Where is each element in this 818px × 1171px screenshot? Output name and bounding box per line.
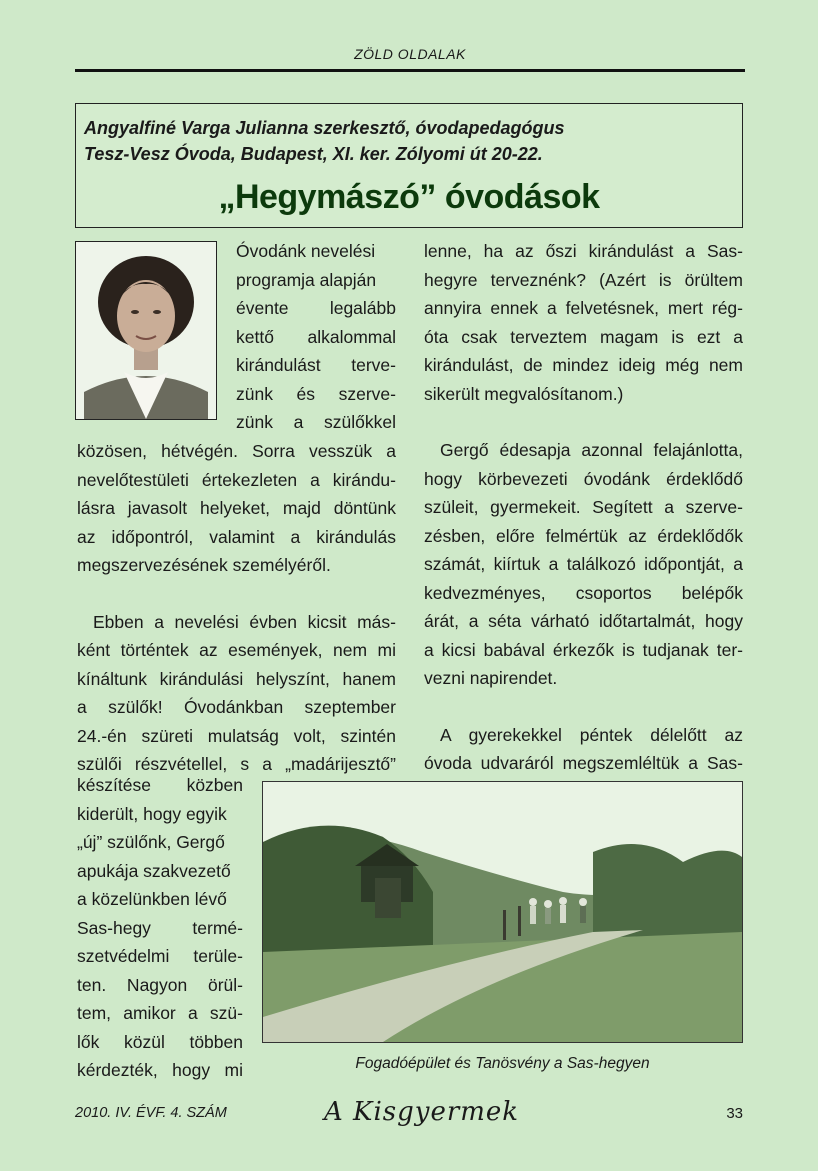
text-line: tem, amikor a szü- (77, 1003, 243, 1023)
text-line: Óvodánk nevelési (236, 241, 376, 261)
text-line: hegyre terveznénk? (Azért is örültem (424, 269, 743, 290)
portrait-image (76, 242, 216, 419)
text-line: zünk a szülőkkel (236, 412, 396, 432)
text-line: Gergő édesapja azonnal felajánlotta, (440, 440, 743, 460)
text-line: kínáltunk kirándulási helyszínt, hanem (77, 668, 396, 689)
text-line: programja alapján (236, 269, 377, 290)
text-line: szetvédelmi terüle- (77, 946, 243, 966)
author-block (84, 115, 564, 167)
left-column-wrap-bottom (77, 771, 243, 1085)
left-column-wrap-top (236, 237, 396, 437)
text-line: kedvezményes, csoportos belépők (424, 582, 743, 603)
text-line: ként történtek az események, nem mi (77, 640, 396, 660)
text-line: közösen, hétvégén. Sorra vesszük a (77, 441, 396, 461)
text-line: árát, a séta várható időtartalmát, hogy (424, 611, 743, 631)
text-line: készítése közben (77, 775, 243, 795)
text-line: annyira ennek a felvetésnek, mert rég- (424, 298, 743, 318)
author-line-1: Angyalfiné Varga Julianna szerkesztő, óvodapedagógus (84, 118, 565, 138)
author-portrait (75, 241, 217, 420)
text-line: lők közül többen (77, 1031, 243, 1052)
text-line: apukája szakvezető (77, 860, 231, 881)
text-line: Sas-hegy termé- (77, 917, 243, 938)
text-line: évente legalább (236, 298, 396, 318)
text-line: óvoda udvaráról megszemléltük a Sas- (424, 753, 743, 773)
text-line: óta csak terveztem magam is ezt a (424, 326, 743, 347)
text-line: ten. Nagyon örül- (77, 974, 243, 995)
text-line: sikerült megvalósítanom.) (424, 383, 624, 404)
text-line: zünk és szerve- (236, 383, 396, 404)
photo-caption: Fogadóépület és Tanösvény a Sas-hegyen (355, 1055, 650, 1072)
article-title: „Hegymászó” óvodások (218, 178, 600, 216)
text-line: kirándulást terve- (236, 355, 396, 375)
text-line: a szülők! Óvodánkban szeptember (77, 697, 396, 717)
text-line: kiderült, hogy egyik (77, 803, 227, 824)
text-line: kérdezték, hogy mi (77, 1060, 243, 1080)
text-line: hogy körbevezeti óvodánk érdeklődő (424, 468, 743, 489)
text-line: szülői részvétellel, s a „madárijesztő” (77, 754, 396, 774)
text-line: kirándulást, de mindez ideig még nem (424, 355, 743, 375)
magazine-name: A Kisgyermek (324, 1097, 520, 1127)
author-line-2: Tesz-Vesz Óvoda, Budapest, XI. ker. Zólyomi út 20-22. (84, 144, 543, 164)
section-header: ZÖLD OLDALAK (354, 46, 466, 62)
landscape-image (263, 782, 742, 1042)
page-number: 33 (726, 1105, 743, 1122)
text-line: lásra javasolt helyeket, majd döntünk (77, 498, 396, 518)
text-line: a közelünkben lévő (77, 889, 227, 909)
text-line: lenne, ha az őszi kirándulást a Sas- (424, 241, 743, 261)
issue-info: 2010. IV. ÉVF. 4. SZÁM (75, 1105, 227, 1121)
text-line: az időpontról, valamint a kirándulás (77, 526, 396, 547)
text-line: „új” szülőnk, Gergő (77, 832, 225, 852)
text-line: szüleit, gyermekeit. Segített a szerve- (424, 497, 743, 517)
right-column (424, 237, 743, 778)
landscape-photo (262, 781, 743, 1043)
text-line: vezni napirendet. (424, 668, 558, 688)
left-column-full (77, 437, 396, 779)
text-line: Ebben a nevelési évben kicsit más- (93, 611, 396, 632)
text-line: nevelőtestületi értekezleten a kirándu- (77, 469, 396, 490)
text-line: kettő alkalommal (236, 326, 396, 347)
text-line: 24.-én szüreti mulatság volt, szintén (77, 725, 396, 746)
text-line: számát, kiírtuk a találkozó időpontját, a (424, 554, 743, 574)
header-rule (75, 69, 745, 72)
text-line: megszervezésének személyéről. (77, 555, 331, 575)
text-line: zésben, előre felmértük az érdeklődők (424, 525, 743, 546)
text-line: A gyerekekkel péntek délelőtt az (440, 724, 743, 745)
text-line: a kicsi babával érkezők is tudjanak ter- (424, 639, 743, 660)
